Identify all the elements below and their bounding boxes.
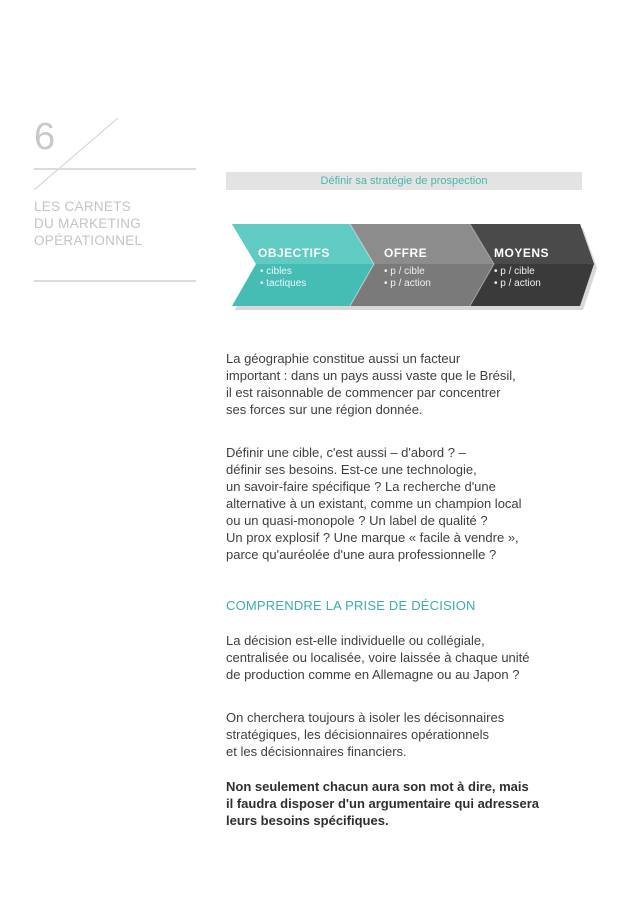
- paragraph-conclusion: [226, 778, 586, 829]
- text-line: Définir une cible, c'est aussi – d'abord ? –: [226, 445, 466, 460]
- paragraph-decision: [226, 632, 586, 683]
- bullet: • tactiques: [260, 278, 307, 289]
- sidebar-rule-bottom: [34, 280, 196, 282]
- collection-title: [34, 198, 204, 249]
- bullet: • p / action: [494, 278, 541, 289]
- chapter-number: 6: [34, 116, 56, 158]
- bullet: • p / action: [384, 278, 431, 289]
- text-line: important : dans un pays aussi vaste que le Brésil,: [226, 368, 516, 383]
- collection-line: DU MARKETING: [34, 216, 142, 231]
- section-heading: COMPRENDRE LA PRISE DE DÉCISION: [226, 598, 476, 613]
- text-line: Un prox explosif ? Une marque « facile à vendre »,: [226, 530, 519, 545]
- chevron-bullets: [384, 266, 431, 290]
- text-line: il est raisonnable de commencer par concentrer: [226, 385, 501, 400]
- text-line: et les décisionnaires financiers.: [226, 744, 407, 759]
- sidebar-rule-top: [34, 168, 196, 170]
- text-line: La décision est-elle individuelle ou collégiale,: [226, 633, 485, 648]
- text-line: La géographie constitue aussi un facteur: [226, 351, 461, 366]
- chevron-label: OFFRE: [384, 246, 428, 260]
- text-line: leurs besoins spécifiques.: [226, 813, 389, 828]
- chevron-bullets: [260, 266, 306, 290]
- text-line: de production comme en Allemagne ou au Japon ?: [226, 667, 520, 682]
- chevron-label: OBJECTIFS: [258, 246, 330, 260]
- text-line: un savoir-faire spécifique ? La recherche d'une: [226, 479, 496, 494]
- text-line: parce qu'auréolée d'une aura professionnelle ?: [226, 547, 497, 562]
- collection-line: LES CARNETS: [34, 199, 132, 214]
- bullet: • p / cible: [494, 266, 535, 277]
- text-line: définir ses besoins. Est-ce une technologie,: [226, 462, 477, 477]
- text-line: centralisée ou localisée, voire laissée à chaque unité: [226, 650, 530, 665]
- strategy-banner: Définir sa stratégie de prospection: [226, 172, 582, 190]
- text-line: Non seulement chacun aura son mot à dire, mais: [226, 779, 529, 794]
- text-line: alternative à un existant, comme un champion local: [226, 496, 522, 511]
- diagonal-divider: [34, 118, 118, 190]
- text-line: il faudra disposer d'un argumentaire qui adressera: [226, 796, 540, 811]
- text-line: ses forces sur une région donnée.: [226, 402, 423, 417]
- strategy-chevrons: [222, 206, 602, 326]
- paragraph-target: [226, 444, 586, 563]
- paragraph-decision-makers: [226, 709, 586, 760]
- text-line: stratégiques, les décisionnaires opérationnels: [226, 727, 490, 742]
- paragraph-geography: [226, 350, 586, 418]
- collection-line: OPÉRATIONNEL: [34, 233, 143, 248]
- chevron-bullets: [494, 266, 541, 290]
- chevron-label: MOYENS: [494, 246, 550, 260]
- bullet: • p / cible: [384, 266, 425, 277]
- text-line: ou un quasi-monopole ? Un label de qualité ?: [226, 513, 488, 528]
- text-line: On cherchera toujours à isoler les décisonnaires: [226, 710, 505, 725]
- bullet: • cibles: [260, 266, 292, 277]
